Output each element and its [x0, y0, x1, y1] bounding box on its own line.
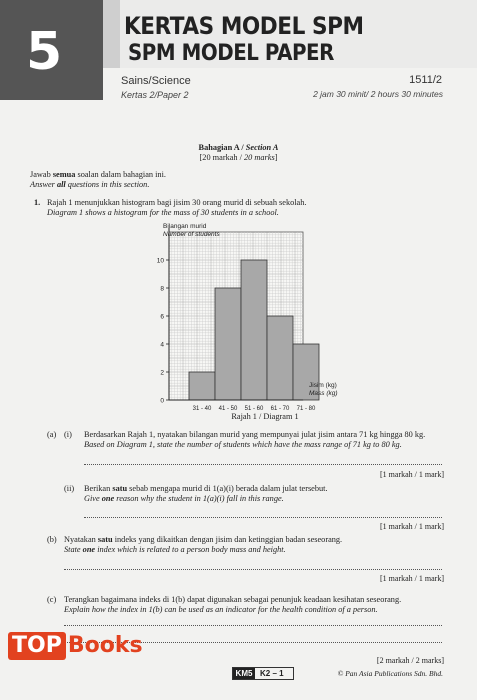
marks-ai: [1 markah / 1 mark] — [380, 470, 444, 479]
x-axis-title-english: Mass (kg) — [309, 390, 338, 397]
paper-label: Kertas 2/Paper 2 — [121, 90, 189, 100]
answer-line-c1[interactable] — [64, 625, 442, 626]
answer-line-ai[interactable] — [84, 464, 442, 465]
part-ai-malay: Berdasarkan Rajah 1, nyatakan bilangan murid yang mempunyai julat jisim antara 71 kg hingga 80 kg. — [84, 430, 426, 439]
question-number: 1. — [34, 198, 41, 207]
marks-b: [1 markah / 1 mark] — [380, 574, 444, 583]
duration-label: 2 jam 30 minit/ 2 hours 30 minutes — [313, 89, 443, 99]
part-b-malay: Nyatakan satu indeks yang dikaitkan dengan jisim dan ketinggian badan seseorang. — [64, 535, 343, 544]
part-aii-label: (ii) — [64, 484, 75, 493]
histogram-bar — [215, 288, 241, 400]
marks-aii: [1 markah / 1 mark] — [380, 522, 444, 531]
y-tick-label: 6 — [160, 313, 164, 321]
x-tick-label: 51 - 60 — [244, 406, 264, 412]
x-tick-label: 31 - 40 — [192, 406, 212, 412]
part-b-label: (b) — [47, 535, 57, 544]
y-tick-label: 4 — [160, 341, 164, 349]
section-title: Bahagian A / Section A — [198, 143, 279, 152]
histogram-bar — [189, 372, 215, 400]
subject-label: Sains/Science — [121, 75, 191, 87]
question-stem-malay: Rajah 1 menunjukkan histogram bagi jisim 30 orang murid di sebuah sekolah. — [47, 198, 307, 207]
instruction-english: Answer all questions in this section. — [30, 180, 150, 189]
part-c-label: (c) — [47, 595, 57, 604]
histogram-bar — [241, 260, 267, 400]
part-aii-malay: Berikan satu sebab mengapa murid di 1(a)(i) berada dalam julat tersebut. — [84, 484, 328, 493]
paper-code: 1511/2 — [409, 74, 442, 86]
part-aii-english: Give one reason why the student in 1(a)(i) fall in this range. — [84, 494, 284, 503]
part-ai-english: Based on Diagram 1, state the number of students which have the mass range of 71 kg to 80 kg. — [84, 440, 402, 449]
diagram-caption: Rajah 1 / Diagram 1 — [231, 412, 299, 421]
x-tick-label: 61 - 70 — [270, 406, 290, 412]
question-stem-english: Diagram 1 shows a histogram for the mass of 30 students in a school. — [47, 208, 279, 217]
histogram-bar — [267, 316, 293, 400]
x-tick-label: 41 - 50 — [218, 406, 238, 412]
answer-line-b[interactable] — [64, 569, 442, 570]
part-b-english: State one index which is related to a person body mass and height. — [64, 545, 286, 554]
y-tick-label: 10 — [156, 257, 164, 265]
part-ai-label: (i) — [64, 430, 72, 439]
part-c-english: Explain how the index in 1(b) can be used as an indicator for the health condition of a person. — [64, 605, 378, 614]
y-tick-label: 2 — [160, 369, 164, 377]
marks-c: [2 markah / 2 marks] — [376, 656, 444, 665]
paper-number: 5 — [26, 22, 62, 82]
title-english: SPM MODEL PAPER — [128, 41, 334, 66]
instruction-malay: Jawab semua soalan dalam bahagian ini. — [30, 170, 166, 179]
topbooks-logo: TOP Books — [8, 632, 143, 660]
x-tick-label: 71 - 80 — [296, 406, 316, 412]
x-axis-title-malay: Jisim (kg) — [309, 382, 337, 389]
part-a-label: (a) — [47, 430, 57, 439]
y-tick-label: 8 — [160, 285, 164, 293]
histogram-chart — [140, 222, 390, 422]
y-axis-title-english: Number of students — [163, 231, 220, 238]
y-tick-label: 0 — [160, 397, 164, 405]
section-marks: [20 markah / 20 marks] — [199, 153, 278, 162]
publisher-copyright: © Pan Asia Publications Sdn. Bhd. — [337, 669, 443, 678]
page-number-box: KM5 K2 – 1 — [232, 667, 294, 680]
part-c-malay: Terangkan bagaimana indeks di 1(b) dapat digunakan sebagai penunjuk keadaan kesihatan seseorang. — [64, 595, 402, 604]
answer-line-aii[interactable] — [84, 517, 442, 518]
title-malay: KERTAS MODEL SPM — [124, 12, 364, 40]
y-axis-title-malay: Bilangan murid — [163, 223, 207, 230]
